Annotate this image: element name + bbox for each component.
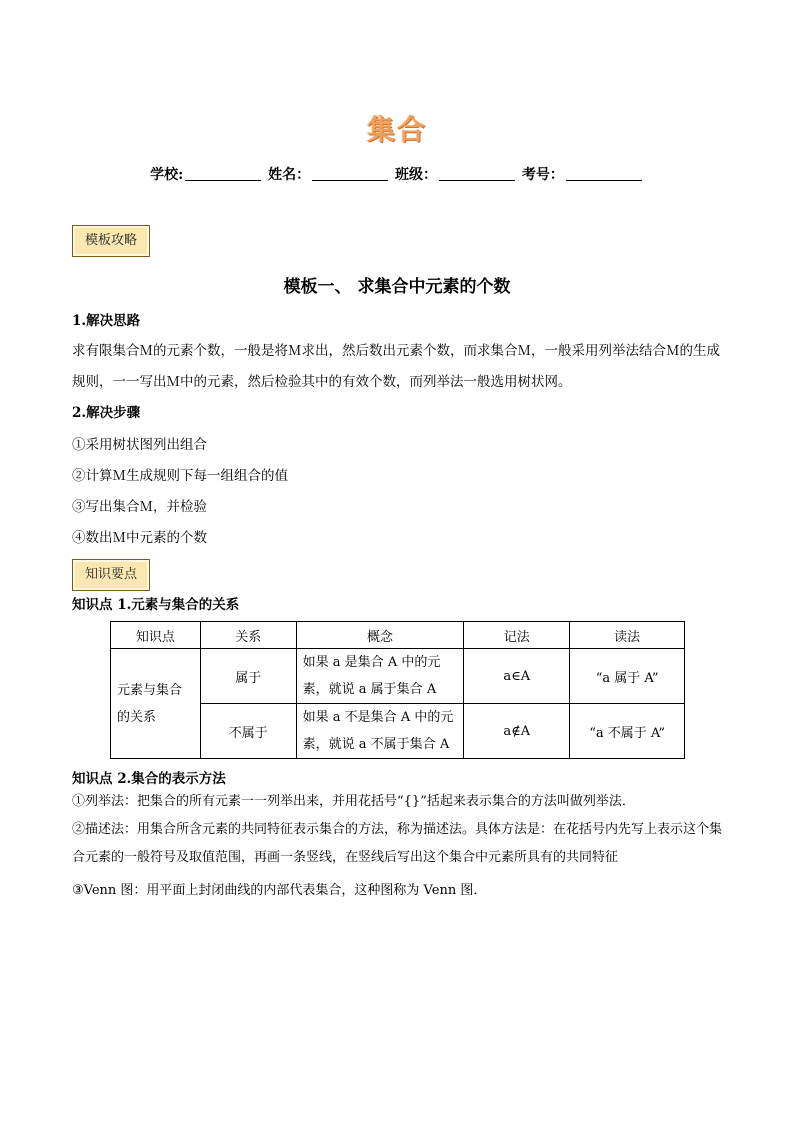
class-label: 班级： <box>395 167 438 183</box>
school-label: 学校: <box>150 167 184 183</box>
template-strategy-tag: 模板攻略 <box>72 225 150 257</box>
table-header-cell: 关系 <box>200 622 296 649</box>
name-blank <box>312 166 388 181</box>
table-topic-cell: 元素与集合的关系 <box>111 649 201 759</box>
table-header-cell: 知识点 <box>111 622 201 649</box>
solve-step-4: ④数出Ｍ中元素的个数 <box>72 530 207 546</box>
table-concept-cell: 如果 a 不是集合 A 中的元素，就说 a 不属于集合 A <box>296 704 464 759</box>
document-title: 集合 <box>366 113 427 146</box>
student-info-line <box>0 164 794 184</box>
table-reading-cell: “a 属于 A” <box>570 649 685 704</box>
knowledge-points-tag: 知识要点 <box>72 559 150 591</box>
class-blank <box>439 166 515 181</box>
method-enumeration: ①列举法：把集合的所有元素一一列举出来，并用花括号“{}”括起来表示集合的方法叫做列举法． <box>72 794 635 809</box>
table-notation-cell: a∉A <box>464 704 570 759</box>
exam-number-blank <box>566 166 642 181</box>
table-header-cell: 记法 <box>464 622 570 649</box>
table-reading-cell: “a 不属于 A” <box>570 704 685 759</box>
solve-steps-heading: 2.解决步骤 <box>72 405 141 421</box>
table-row <box>111 649 685 704</box>
section-title: 模板一、 求集合中元素的个数 <box>283 277 511 297</box>
solve-step-1: ①采用树状图列出组合 <box>72 437 207 453</box>
table-header-row <box>111 622 685 649</box>
table-relation-cell: 属于 <box>200 649 296 704</box>
method-description: ②描述法：用集合所含元素的共同特征表示集合的方法，称为描述法。具体方法是：在花括号内先写上表示这个集合元素的一般符号及取值范围，再画一条竖线，在竖线后写出这个集合中元素所具有的共同特征 <box>72 822 723 865</box>
solve-idea-heading: 1.解决思路 <box>72 313 141 329</box>
solve-step-2: ②计算Ｍ生成规则下每一组组合的值 <box>72 468 288 484</box>
name-label: 姓名： <box>268 167 311 183</box>
table-concept-cell: 如果 a 是集合 A 中的元素，就说 a 属于集合 A <box>296 649 464 704</box>
solve-step-3: ③写出集合Ｍ，并检验 <box>72 499 207 515</box>
table-relation-cell: 不属于 <box>200 704 296 759</box>
table-header-cell: 概念 <box>296 622 464 649</box>
solve-idea-text: 求有限集合Ｍ的元素个数，一般是将Ｍ求出，然后数出元素个数，而求集合Ｍ，一般采用列举法结合Ｍ的生成规则，一一写出Ｍ中的元素，然后检验其中的有效个数，而列举法一般选用树状网。 <box>72 343 720 390</box>
table-notation-cell: a∈A <box>464 649 570 704</box>
knowledge-point-2-heading: 知识点 2.集合的表示方法 <box>72 771 226 787</box>
knowledge-point-1-heading: 知识点 1.元素与集合的关系 <box>72 597 240 613</box>
method-venn-diagram: ③Venn 图：用平面上封闭曲线的内部代表集合，这种图称为 Venn 图． <box>72 883 487 898</box>
table-header-cell: 读法 <box>570 622 685 649</box>
school-blank <box>185 166 261 181</box>
exam-number-label: 考号： <box>521 167 564 183</box>
element-set-relation-table <box>110 621 685 759</box>
